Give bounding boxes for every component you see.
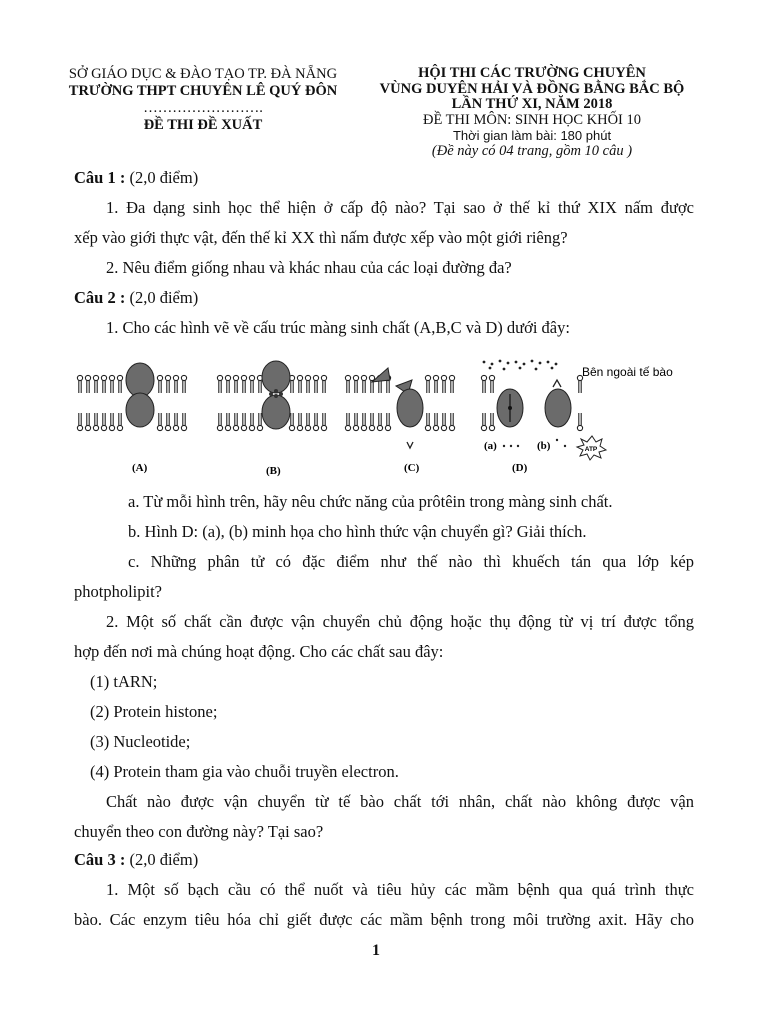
phospholipid-upper	[109, 375, 114, 393]
phospholipid-upper	[489, 375, 494, 393]
phospholipid-upper	[217, 375, 222, 393]
question-2-part-2-line-1: 2. Một số chất cần được vận chuyển chủ động hoặc thụ động từ vị trí được tổng	[106, 612, 694, 631]
solute-particle	[507, 362, 510, 365]
panel-d-sub-a-dot	[517, 445, 519, 447]
phospholipid-lower	[93, 413, 98, 431]
phospholipid-upper	[313, 375, 318, 393]
question-3-part-1-line-2: bào. Các enzym tiêu hóa chỉ giết được các mầm bệnh trong môi trường axit. Hãy cho	[74, 910, 694, 929]
question-1-header	[74, 168, 198, 188]
panel-a-protein-lower	[126, 393, 154, 427]
question-2-points: (2,0 điểm)	[129, 288, 199, 307]
solute-particle	[519, 367, 522, 370]
panel-b-protein-upper	[262, 361, 290, 393]
panel-b-bond-dot	[269, 392, 273, 396]
question-2-part-c-line-1: c. Những phân tử có đặc điểm như thế nào thì khuếch tán qua lớp kép	[128, 552, 694, 571]
panel-a-protein-upper	[126, 363, 154, 397]
panel-b-label: (B)	[266, 465, 281, 477]
phospholipid-upper	[225, 375, 230, 393]
phospholipid-lower	[489, 413, 494, 431]
phospholipid-upper	[305, 375, 310, 393]
panel-d-label: (D)	[512, 462, 528, 474]
question-1-part-2: 2. Nêu điểm giống nhau và khác nhau của các loại đường đa?	[106, 258, 512, 277]
question-2-part-2-line-2: hợp đến nơi mà chúng hoạt động. Cho các chất sau đây:	[74, 642, 444, 661]
phospholipid-upper	[249, 375, 254, 393]
header-right	[352, 66, 712, 159]
solute-particle	[531, 360, 534, 363]
phospholipid-lower	[225, 413, 230, 431]
panel-d-carrier-protein-right	[545, 389, 571, 427]
solute-particle	[523, 363, 526, 366]
solute-particle	[555, 363, 558, 366]
panel-c-label: (C)	[404, 462, 420, 474]
question-1-points: (2,0 điểm)	[129, 168, 199, 187]
header-left	[68, 66, 338, 134]
phospholipid-lower	[173, 413, 178, 431]
phospholipid-lower	[297, 413, 302, 431]
exam-subject: ĐỀ THI MÔN: SINH HỌC KHỐI 10	[422, 111, 642, 128]
panel-b	[217, 361, 326, 431]
substance-item: (3) Nucleotide;	[90, 732, 191, 751]
panel-d-sub-a-dot	[510, 445, 512, 447]
phospholipid-upper	[297, 375, 302, 393]
question-2-label: Câu 2 :	[74, 288, 126, 307]
panel-d-sub-a-label: (a)	[484, 440, 497, 452]
phospholipid-lower	[433, 413, 438, 431]
department-name: SỞ GIÁO DỤC & ĐÀO TẠO TP. ĐÀ NẴNG	[68, 66, 338, 82]
phospholipid-upper	[361, 375, 366, 393]
phospholipid-lower	[353, 413, 358, 431]
question-1-part-1-line-2: xếp vào giới thực vật, đến thế kỉ XX thì nấm được xếp vào một giới riêng?	[74, 228, 568, 247]
panel-d-sub-a-dot	[503, 445, 505, 447]
panel-c-arrow-icon	[407, 442, 413, 448]
solute-particle	[499, 360, 502, 363]
phospholipid-lower	[377, 413, 382, 431]
panel-d	[481, 360, 673, 460]
phospholipid-upper	[321, 375, 326, 393]
question-2-part-a: a. Từ mỗi hình trên, hãy nêu chức năng của prôtêin trong màng sinh chất.	[128, 492, 613, 511]
phospholipid-upper	[173, 375, 178, 393]
phospholipid-upper	[425, 375, 430, 393]
phospholipid-lower	[181, 413, 186, 431]
phospholipid-lower	[101, 413, 106, 431]
phospholipid-lower	[85, 413, 90, 431]
phospholipid-upper	[117, 375, 122, 393]
phospholipid-upper	[77, 375, 82, 393]
substance-item: (4) Protein tham gia vào chuỗi truyền electron.	[90, 762, 399, 781]
solute-particle	[515, 361, 518, 364]
school-name: TRƯỜNG THPT CHUYÊN LÊ QUÝ ĐÔN	[68, 83, 338, 99]
question-3-points: (2,0 điểm)	[129, 850, 199, 869]
phospholipid-lower	[441, 413, 446, 431]
solute-particle	[503, 368, 506, 371]
phospholipid-upper	[181, 375, 186, 393]
panel-d-solute-particles	[483, 360, 558, 371]
phospholipid-lower	[313, 413, 318, 431]
phospholipid-upper	[85, 375, 90, 393]
phospholipid-lower	[305, 413, 310, 431]
phospholipid-upper	[157, 375, 162, 393]
panel-d-sub-b-dot	[564, 445, 566, 447]
contest-region: VÙNG DUYÊN HẢI VÀ ĐỒNG BẰNG BẮC BỘ	[379, 80, 685, 97]
phospholipid-lower	[385, 413, 390, 431]
phospholipid-upper	[481, 375, 486, 393]
solute-particle	[483, 361, 486, 364]
contest-edition: LẦN THỨ XI, NĂM 2018	[451, 96, 613, 112]
phospholipid-upper	[353, 375, 358, 393]
phospholipid-upper	[241, 375, 246, 393]
solute-particle	[539, 362, 542, 365]
phospholipid-lower	[77, 413, 82, 431]
question-1-label: Câu 1 :	[74, 168, 126, 187]
phospholipid-lower	[481, 413, 486, 431]
question-3-header	[74, 850, 198, 870]
solute-particle	[551, 367, 554, 370]
question-3-part-1-line-1: 1. Một số bạch cầu có thể nuốt và tiêu hủy các mầm bệnh qua quá trình thực	[106, 880, 694, 899]
panel-b-bond-dot	[274, 389, 278, 393]
solute-particle	[535, 368, 538, 371]
phospholipid-lower	[449, 413, 454, 431]
question-2-part-c-line-2: photpholipit?	[74, 582, 162, 601]
phospholipid-lower	[345, 413, 350, 431]
phospholipid-upper	[441, 375, 446, 393]
solute-particle	[491, 363, 494, 366]
membrane-diagram	[74, 350, 698, 480]
panel-b-protein-lower	[262, 395, 290, 429]
substance-item: (1) tARN;	[90, 672, 158, 691]
question-1-part-1-line-1: 1. Đa dạng sinh học thể hiện ở cấp độ nào? Tại sao ở thế kỉ thứ XIX nấm được	[106, 198, 694, 217]
outside-cell-label: Bên ngoài tế bào	[582, 365, 673, 379]
phospholipid-lower	[425, 413, 430, 431]
panel-c-signal-molecule	[372, 368, 390, 382]
phospholipid-lower	[577, 413, 582, 431]
solute-particle	[547, 361, 550, 364]
exam-duration: Thời gian làm bài: 180 phút	[452, 128, 612, 143]
phospholipid-upper	[449, 375, 454, 393]
phospholipid-upper	[345, 375, 350, 393]
phospholipid-lower	[321, 413, 326, 431]
solute-particle	[489, 367, 492, 370]
question-3-label: Câu 3 :	[74, 850, 126, 869]
phospholipid-lower	[157, 413, 162, 431]
panel-d-arrow-up-icon	[553, 380, 561, 387]
phospholipid-upper	[101, 375, 106, 393]
question-2-part-1-intro: 1. Cho các hình vẽ về cấu trúc màng sinh chất (A,B,C và D) dưới đây:	[106, 318, 570, 337]
phospholipid-lower	[233, 413, 238, 431]
question-2-header	[74, 288, 198, 308]
panel-b-bond-dot	[279, 392, 283, 396]
phospholipid-lower	[361, 413, 366, 431]
phospholipid-lower	[217, 413, 222, 431]
phospholipid-lower	[165, 413, 170, 431]
question-2-ask-line-2: chuyển theo con đường này? Tại sao?	[74, 822, 324, 841]
panel-b-bond-dot	[274, 394, 278, 398]
panel-c	[345, 368, 454, 448]
panel-d-channel-particle	[508, 406, 512, 410]
substance-item: (2) Protein histone;	[90, 702, 218, 721]
phospholipid-lower	[369, 413, 374, 431]
panel-a	[77, 363, 186, 431]
proposed-exam-label: ĐỀ THI ĐỀ XUẤT	[143, 117, 263, 133]
membrane-figure	[74, 350, 698, 480]
panel-d-sub-b-label: (b)	[537, 440, 551, 452]
contest-title: HỘI THI CÁC TRƯỜNG CHUYÊN	[418, 65, 646, 81]
phospholipid-upper	[233, 375, 238, 393]
panel-d-atp-label: ATP	[584, 446, 598, 453]
phospholipid-upper	[369, 375, 374, 393]
panel-a-label: (A)	[132, 462, 148, 474]
question-2-part-b: b. Hình D: (a), (b) minh họa cho hình thức vận chuyển gì? Giải thích.	[128, 522, 587, 541]
question-2-ask-line-1: Chất nào được vận chuyển từ tế bào chất tới nhân, chất nào không được vận	[106, 792, 694, 811]
phospholipid-lower	[241, 413, 246, 431]
phospholipid-upper	[433, 375, 438, 393]
panel-d-sub-b-dot	[556, 439, 558, 441]
exam-page-note: (Đề này có 04 trang, gồm 10 câu )	[431, 142, 633, 159]
phospholipid-lower	[117, 413, 122, 431]
phospholipid-lower	[249, 413, 254, 431]
phospholipid-upper	[93, 375, 98, 393]
dotted-separator: …………………….	[143, 100, 263, 116]
panel-c-receptor-protein	[397, 389, 423, 427]
phospholipid-upper	[165, 375, 170, 393]
phospholipid-lower	[109, 413, 114, 431]
page-number: 1	[372, 942, 380, 959]
